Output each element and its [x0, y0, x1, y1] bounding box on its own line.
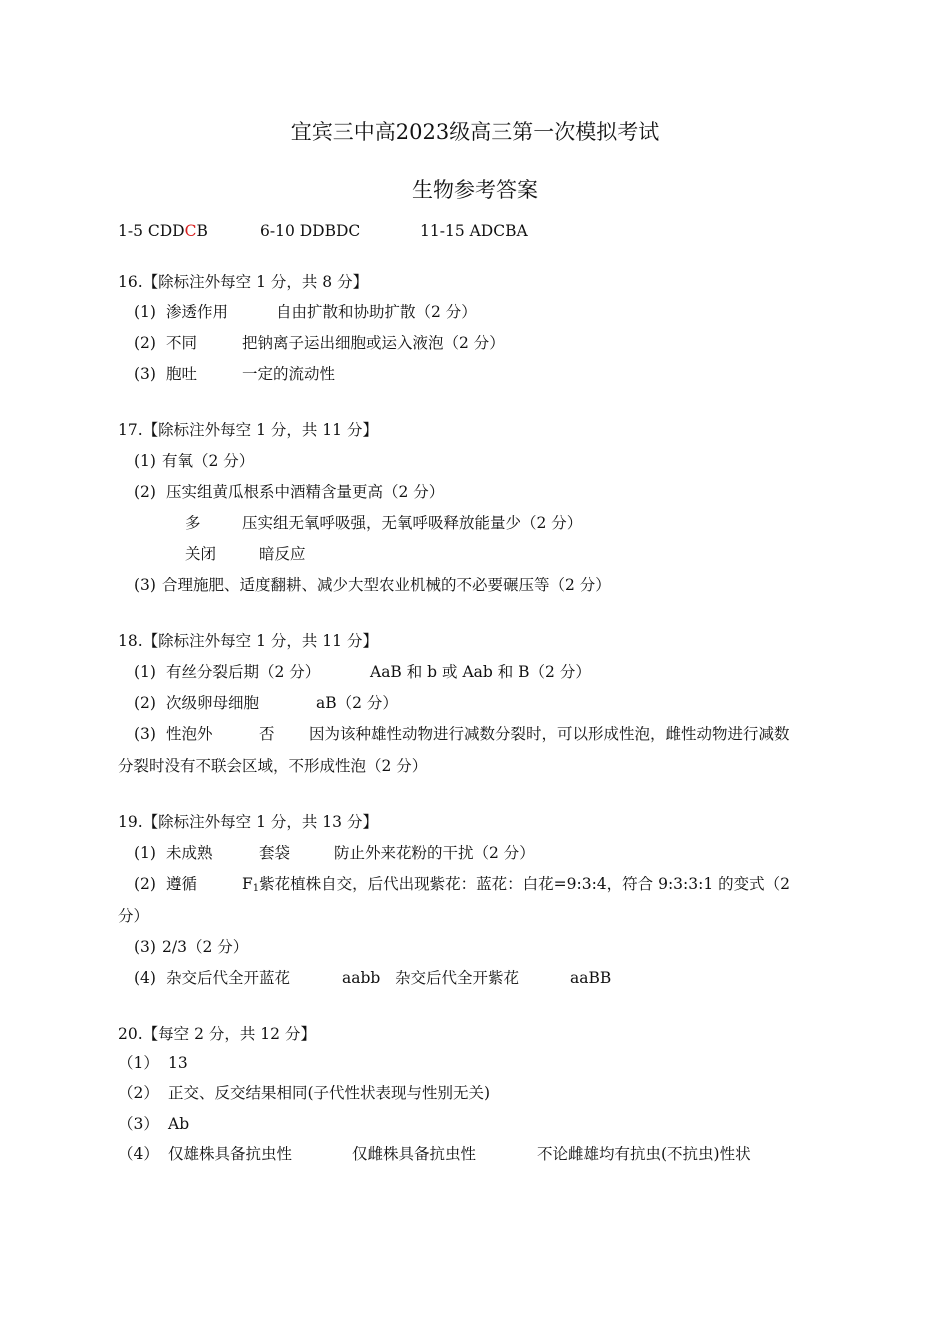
q19-p4-answer-a: 杂交后代全开蓝花 — [166, 969, 291, 987]
q18-p1-num: (1) — [134, 663, 156, 681]
mc-group-2: 6-10 DDBDC — [260, 222, 361, 240]
q19-p2-answer-text: 紫花植株自交，后代出现紫花：蓝花：白花=9:3:4，符合 9:3:3:1 的变式（2 — [259, 875, 790, 893]
q19-header: 19.【除标注外每空 1 分，共 13 分】 — [118, 813, 378, 831]
q16-p2-answer-a: 不同 — [166, 334, 198, 352]
q19-p1-answer-c: 防止外来花粉的干扰（2 分） — [334, 844, 535, 862]
q19-p2-answer-cont: 分） — [118, 907, 150, 925]
q20-p2-num: （2） — [118, 1084, 159, 1102]
q19-p4-answer-b: aabb — [342, 969, 381, 987]
q18-header: 18.【除标注外每空 1 分，共 11 分】 — [118, 632, 378, 650]
q20-p3-answer: Ab — [168, 1115, 190, 1133]
q19-p4-answer-d: aaBB — [570, 969, 612, 987]
q18-p3-answer-cont: 分裂时没有不联会区域，不形成性泡（2 分） — [118, 757, 428, 775]
q18-p2-answer-a: 次级卵母细胞 — [166, 694, 260, 712]
exam-title: 宜宾三中高2023级高三第一次模拟考试 — [290, 120, 660, 144]
q20-p1-answer: 13 — [168, 1054, 188, 1072]
mc-group-1-suffix: B — [196, 222, 208, 240]
q17-p2-answer-reason: 压实组无氧呼吸强，无氧呼吸释放能量少（2 分） — [242, 514, 583, 532]
q17-p2-answer-close: 关闭 — [185, 545, 217, 563]
q17-p3-num: (3) — [134, 576, 156, 594]
mc-group-1-prefix: 1-5 CDD — [118, 222, 185, 240]
q16-p2-answer-b: 把钠离子运出细胞或运入液泡（2 分） — [242, 334, 505, 352]
q19-p2-num: (2) — [134, 875, 156, 893]
q16-header: 16.【除标注外每空 1 分，共 8 分】 — [118, 273, 369, 291]
q17-header: 17.【除标注外每空 1 分，共 11 分】 — [118, 421, 378, 439]
q19-p4-answer-c: 杂交后代全开紫花 — [395, 969, 520, 987]
q20-header: 20.【每空 2 分，共 12 分】 — [118, 1025, 316, 1043]
q19-p1-answer-b: 套袋 — [259, 844, 291, 862]
q18-p2-num: (2) — [134, 694, 156, 712]
q17-p2-answer-more: 多 — [185, 514, 201, 532]
q19-p3-answer: 2/3（2 分） — [162, 938, 249, 956]
q16-p1-answer-b: 自由扩散和协助扩散（2 分） — [276, 303, 477, 321]
q19-f-symbol: F — [242, 875, 253, 893]
q18-p1-answer-b: AaB 和 b 或 Aab 和 B（2 分） — [370, 663, 591, 681]
q19-p4-num: (4) — [134, 969, 156, 987]
q20-p4-answer-a: 仅雄株具备抗虫性 — [168, 1145, 293, 1163]
q18-p1-answer-a: 有丝分裂后期（2 分） — [166, 663, 321, 681]
answer-subtitle: 生物参考答案 — [412, 178, 538, 202]
q17-p2-answer: 压实组黄瓜根系中酒精含量更高（2 分） — [166, 483, 445, 501]
q18-p3-answer-a: 性泡外 — [166, 725, 213, 743]
q18-p3-answer-c: 因为该种雄性动物进行减数分裂时，可以形成性泡，雌性动物进行减数 — [309, 725, 790, 743]
q19-p1-num: (1) — [134, 844, 156, 862]
q16-p1-answer-a: 渗透作用 — [166, 303, 229, 321]
q19-p3-num: (3) — [134, 938, 156, 956]
q16-p3-num: (3) — [134, 365, 156, 383]
q20-p4-num: （4） — [118, 1145, 159, 1163]
q19-f-subscript: 1 — [252, 883, 260, 894]
q16-p2-num: (2) — [134, 334, 156, 352]
q20-p4-answer-c: 不论雌雄均有抗虫(不抗虫)性状 — [537, 1145, 751, 1163]
q20-p4-answer-b: 仅雌株具备抗虫性 — [352, 1145, 477, 1163]
q19-p2-answer-b — [242, 874, 790, 899]
q18-p3-num: (3) — [134, 725, 156, 743]
mc-group-1 — [118, 221, 208, 241]
q16-p3-answer-a: 胞吐 — [166, 365, 198, 383]
q17-p2-answer-dark-reaction: 暗反应 — [259, 545, 306, 563]
q18-p3-answer-b: 否 — [259, 725, 275, 743]
mc-group-1-highlight: C — [184, 222, 197, 240]
q20-p2-answer: 正交、反交结果相同(子代性状表现与性别无关) — [168, 1084, 491, 1102]
q20-p3-num: （3） — [118, 1115, 159, 1133]
q17-p1-num: (1) — [134, 452, 156, 470]
mc-group-3: 11-15 ADCBA — [420, 222, 528, 240]
q19-p2-answer-a: 遵循 — [166, 875, 198, 893]
q17-p2-num: (2) — [134, 483, 156, 501]
q17-p3-answer: 合理施肥、适度翻耕、减少大型农业机械的不必要碾压等（2 分） — [162, 576, 611, 594]
q17-p1-answer: 有氧（2 分） — [162, 452, 255, 470]
q18-p2-answer-b: aB（2 分） — [316, 694, 398, 712]
q16-p3-answer-b: 一定的流动性 — [242, 365, 336, 383]
q19-p1-answer-a: 未成熟 — [166, 844, 213, 862]
q16-p1-num: (1) — [134, 303, 156, 321]
q20-p1-num: （1） — [118, 1054, 159, 1072]
